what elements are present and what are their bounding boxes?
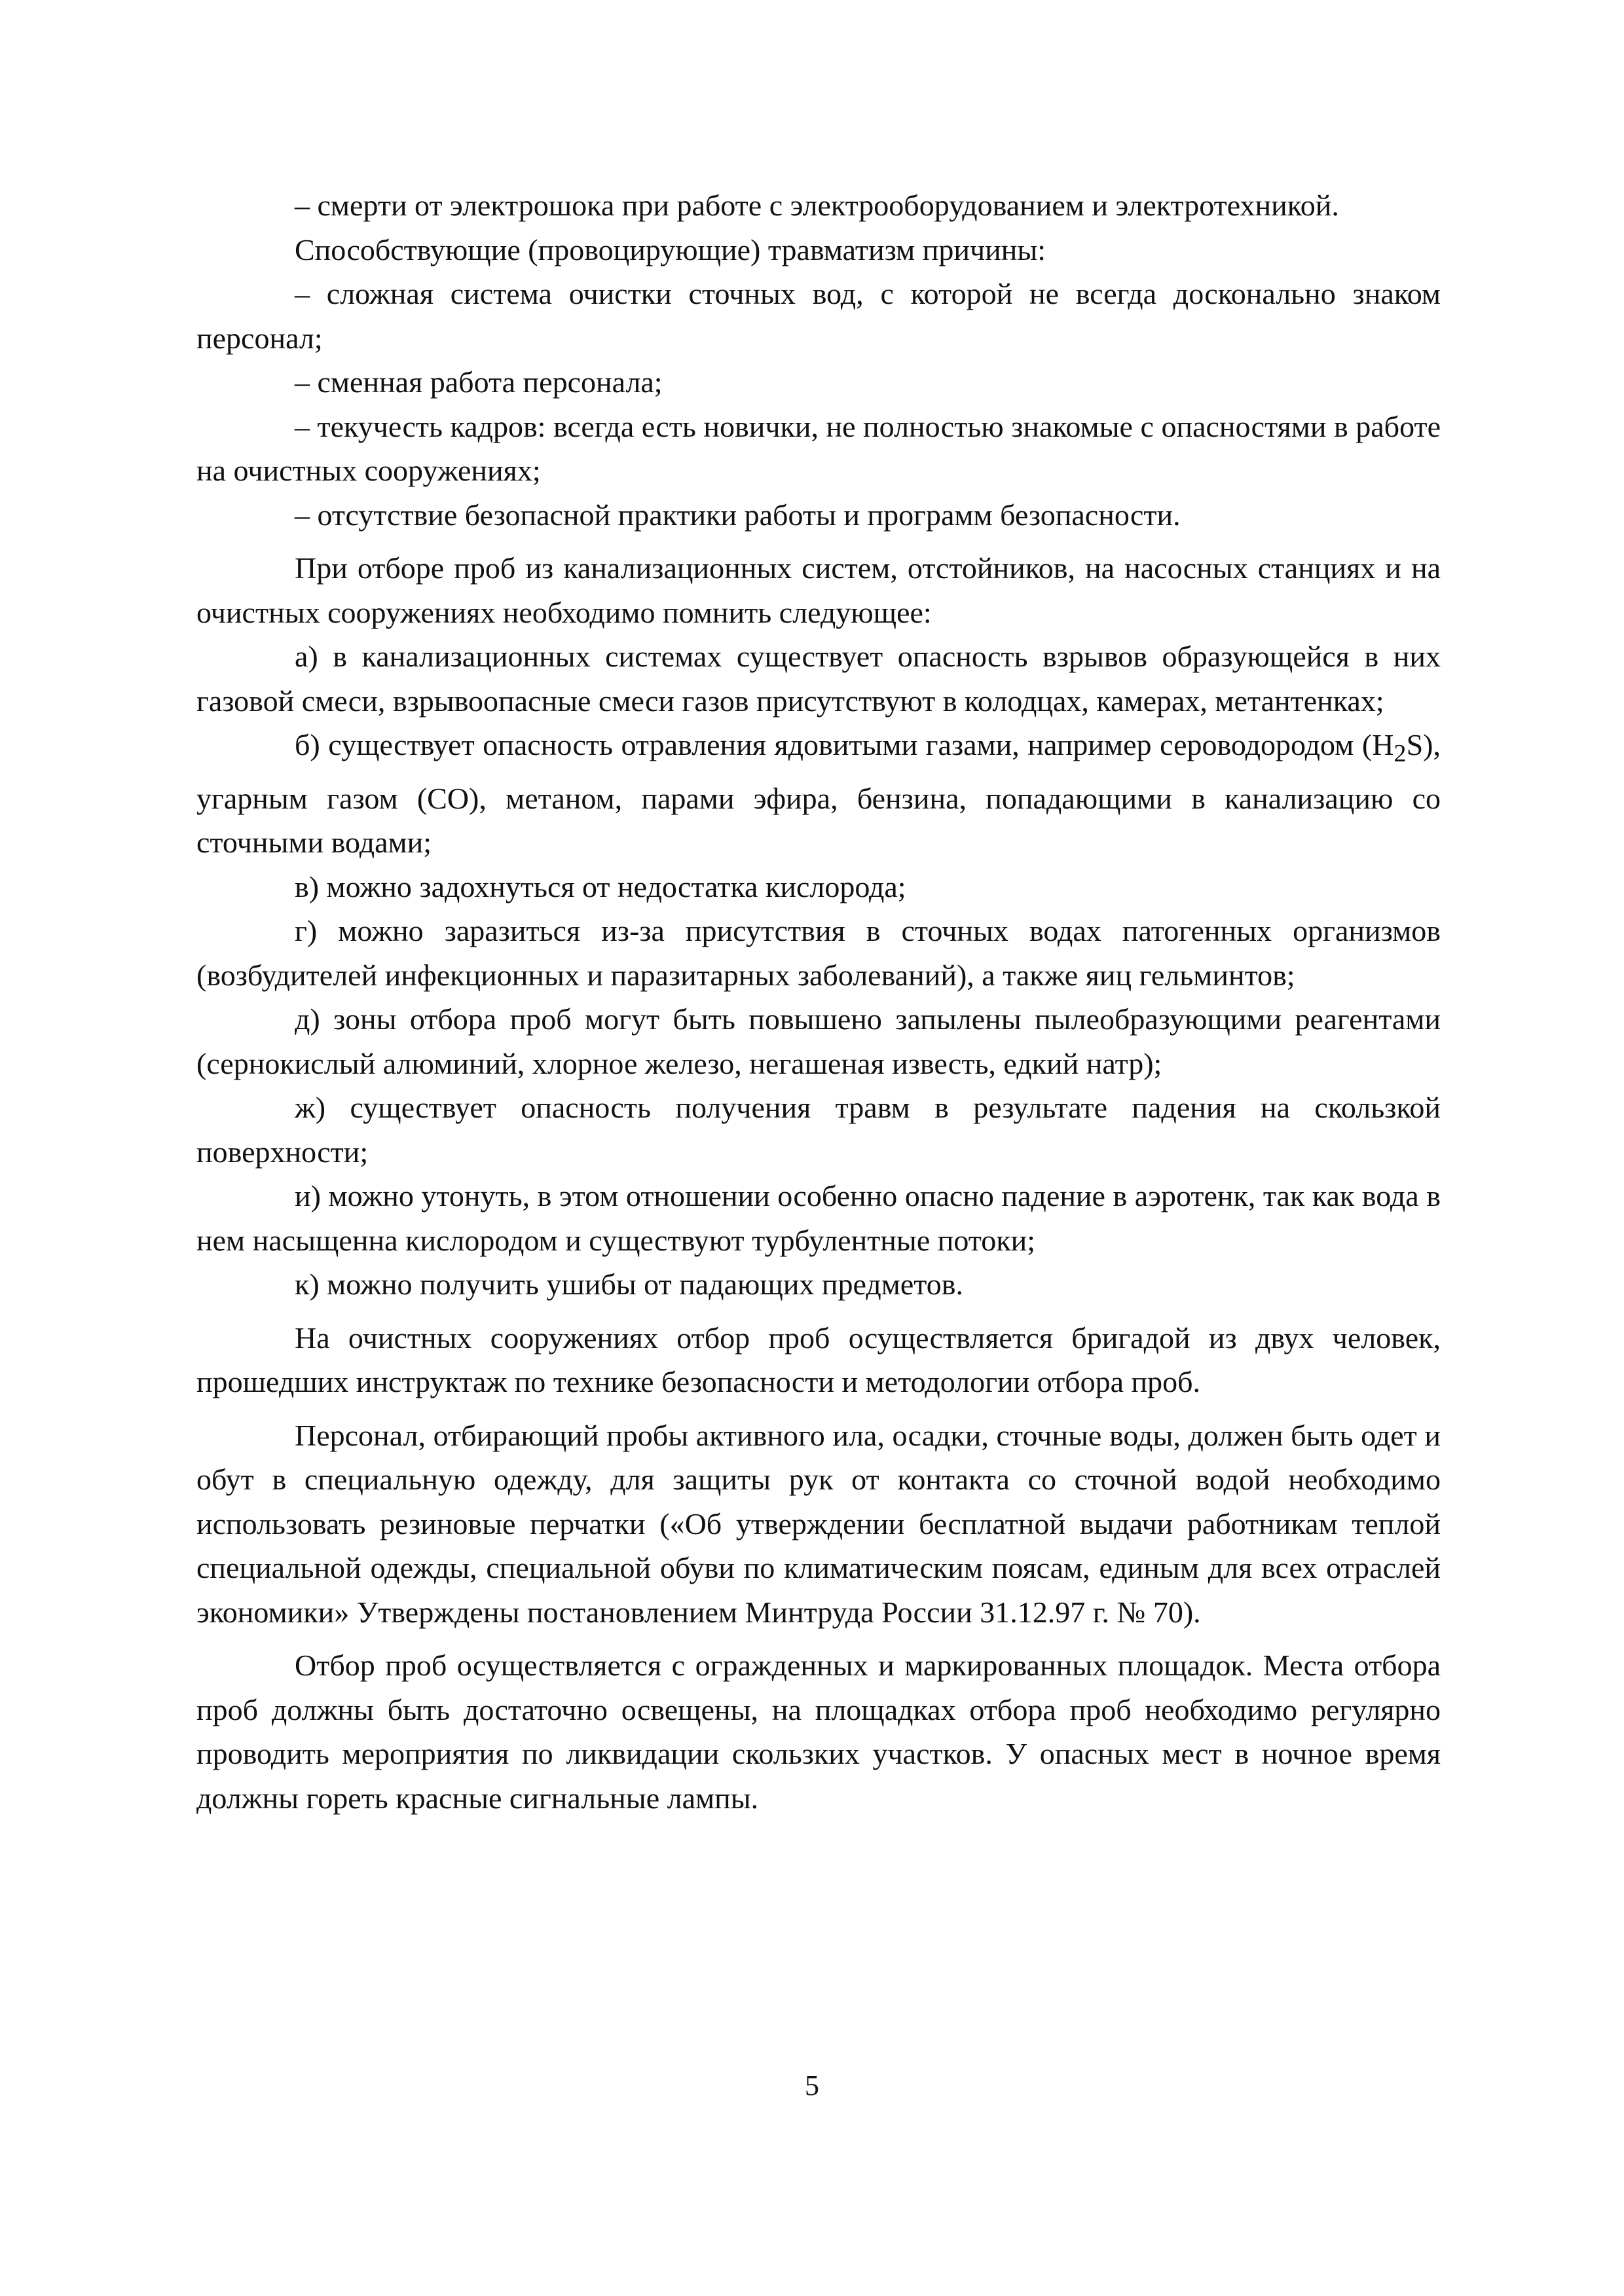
paragraph-sampling-intro: При отборе проб из канализационных систем, отстойников, на насосных станциях и на очистных сооружениях необходимо помнить следующее: [196,551,1441,629]
paragraph-staff-turnover: – текучесть кадров: всегда есть новички, не полностью знакомые с опасностями в работе на очистных сооружениях; [196,409,1441,487]
paragraph-item-i: и) можно утонуть, в этом отношении особенно опасно падение в аэротенк, так как вода в нем насыщенна кислородом и существуют турбулентные потоки; [196,1179,1441,1257]
paragraph-item-g: г) можно заразиться из-за присутствия в сточных водах патогенных организмов (возбудителей инфекционных и паразитарных заболеваний), а также яиц гельминтов; [196,914,1441,992]
item-b-subscript: 2 [1393,740,1407,768]
paragraph-item-a: а) в канализационных системах существует опасность взрывов образующейся в них газовой смеси, взрывоопасные смеси газов присутствуют в колодцах, камерах, метантенках; [196,640,1441,718]
page-number: 5 [805,2069,819,2102]
paragraph-sampling-sites: Отбор проб осуществляется с огражденных и маркированных площадок. Места отбора проб должны быть достаточно освещены, на площадках отбора проб необходимо регулярно проводить мероприятия по ликвидации скользких участков. У опасных мест в ночное время должны гореть красные сигнальные лампы. [196,1649,1441,1815]
item-b-part-1: б) существует опасность отравления ядовитыми газами, например сероводородом (H [295,728,1394,761]
paragraph-team-sampling: На очистных сооружениях отбор проб осуществляется бригадой из двух человек, прошедших инструктаж по технике безопасности и методологии отбора проб. [196,1321,1441,1399]
paragraph-item-v: в) можно задохнуться от недостатка кислорода; [295,869,906,903]
item-b-part-2: S), угарным газом (CO), метаном, парами эфира, бензина, попадающими в канализацию со сточными водами; [196,728,1441,860]
paragraph-item-d: д) зоны отбора проб могут быть повышено запылены пылеобразующими реагентами (сернокислый алюминий, хлорное железо, негашеная известь, едкий натр); [196,1002,1441,1080]
paragraph-item-zh: ж) существует опасность получения травм в результате падения на скользкой поверхности; [196,1091,1441,1169]
paragraph-causes-heading: Способствующие (провоцирующие) травматизм причины: [295,232,1046,266]
paragraph-death-electroshock: – смерти от электрошока при работе с электрооборудованием и электротехникой. [295,189,1339,222]
paragraph-no-safety-practice: – отсутствие безопасной практики работы и программ безопасности. [295,498,1181,532]
paragraph-protective-clothing: Персонал, отбирающий пробы активного ила, осадки, сточные воды, должен быть одет и обут в специальную одежду, для защиты рук от контакта со сточной водой необходимо использовать резиновые перчатки («Об утверждении бесплатной выдачи работникам теплой специальной одежды, специальной обуви по климатическим поясам, единым для всех отраслей экономики» Утверждены постановлением Минтруда России 31.12.97 г. № 70). [196,1418,1441,1629]
paragraph-item-k: к) можно получить ушибы от падающих предметов. [295,1267,964,1302]
paragraph-item-b [196,723,1441,865]
paragraph-shift-work: – сменная работа персонала; [295,365,663,399]
body-text [196,183,1441,1820]
paragraph-complex-system: – сложная система очистки сточных вод, с которой не всегда досконально знаком персонал; [196,277,1441,355]
